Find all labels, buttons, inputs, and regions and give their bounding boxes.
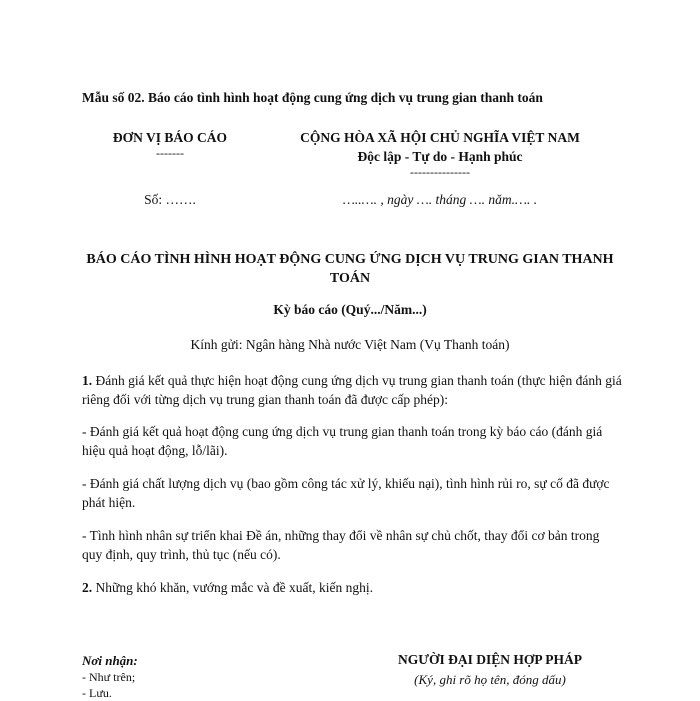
reporting-period: Kỳ báo cáo (Quý.../Năm...) xyxy=(273,302,427,317)
motto-divider: --------------- xyxy=(410,165,470,179)
receiver-item: - Như trên; xyxy=(82,670,136,684)
receivers-block xyxy=(82,653,138,701)
signer-note: (Ký, ghi rõ họ tên, đóng dấu) xyxy=(414,672,566,687)
item-2-number: 2. xyxy=(82,580,93,595)
bullet-personnel: - Tình hình nhân sự triển khai Đề án, những thay đổi về nhân sự chủ chốt, thay đổi cơ bản trong quy định, quy trình, thủ tục (nếu có). xyxy=(82,528,600,562)
receiver-item: - Lưu. xyxy=(82,686,112,700)
report-title: BÁO CÁO TÌNH HÌNH HOẠT ĐỘNG CUNG ỨNG DỊCH VỤ TRUNG GIAN THANH TOÁN xyxy=(86,252,614,286)
bullet-results: - Đánh giá kết quả hoạt động cung ứng dịch vụ trung gian thanh toán trong kỳ báo cáo (đánh giá hiệu quả hoạt động, lỗ/lãi). xyxy=(82,424,603,458)
item-1-text: Đánh giá kết quả thực hiện hoạt động cung ứng dịch vụ trung gian thanh toán (thực hiện đánh giá riêng đối với từng dịch vụ trung gian thanh toán đã được cấp phép): xyxy=(82,373,622,407)
item-1-paragraph xyxy=(82,371,622,409)
national-motto: Độc lập - Tự do - Hạnh phúc xyxy=(357,149,523,164)
reporting-unit-label: ĐƠN VỊ BÁO CÁO xyxy=(112,130,228,145)
item-1-number: 1. xyxy=(82,373,93,388)
recipient-line: Kính gửi: Ngân hàng Nhà nước Việt Nam (Vụ Thanh toán) xyxy=(190,337,510,352)
national-title: CỘNG HÒA XÃ HỘI CHỦ NGHĨA VIỆT NAM xyxy=(300,130,580,145)
item-2-text: Những khó khăn, vướng mắc và đề xuất, kiến nghị. xyxy=(95,580,373,595)
form-title: Mẫu số 02. Báo cáo tình hình hoạt động cung ứng dịch vụ trung gian thanh toán xyxy=(82,90,543,105)
document-number: Số: ……. xyxy=(144,192,196,207)
item-2-paragraph xyxy=(82,578,622,597)
receivers-heading: Nơi nhận: xyxy=(82,653,138,668)
unit-divider: ------- xyxy=(156,146,184,160)
signer-title: NGƯỜI ĐẠI DIỆN HỢP PHÁP xyxy=(397,652,582,667)
bullet-quality: - Đánh giá chất lượng dịch vụ (bao gồm công tác xử lý, khiếu nại), tình hình rủi ro, sự cố đã được phát hiện. xyxy=(82,476,610,510)
date-line: …..…. , ngày …. tháng …. năm.…. . xyxy=(342,192,538,207)
